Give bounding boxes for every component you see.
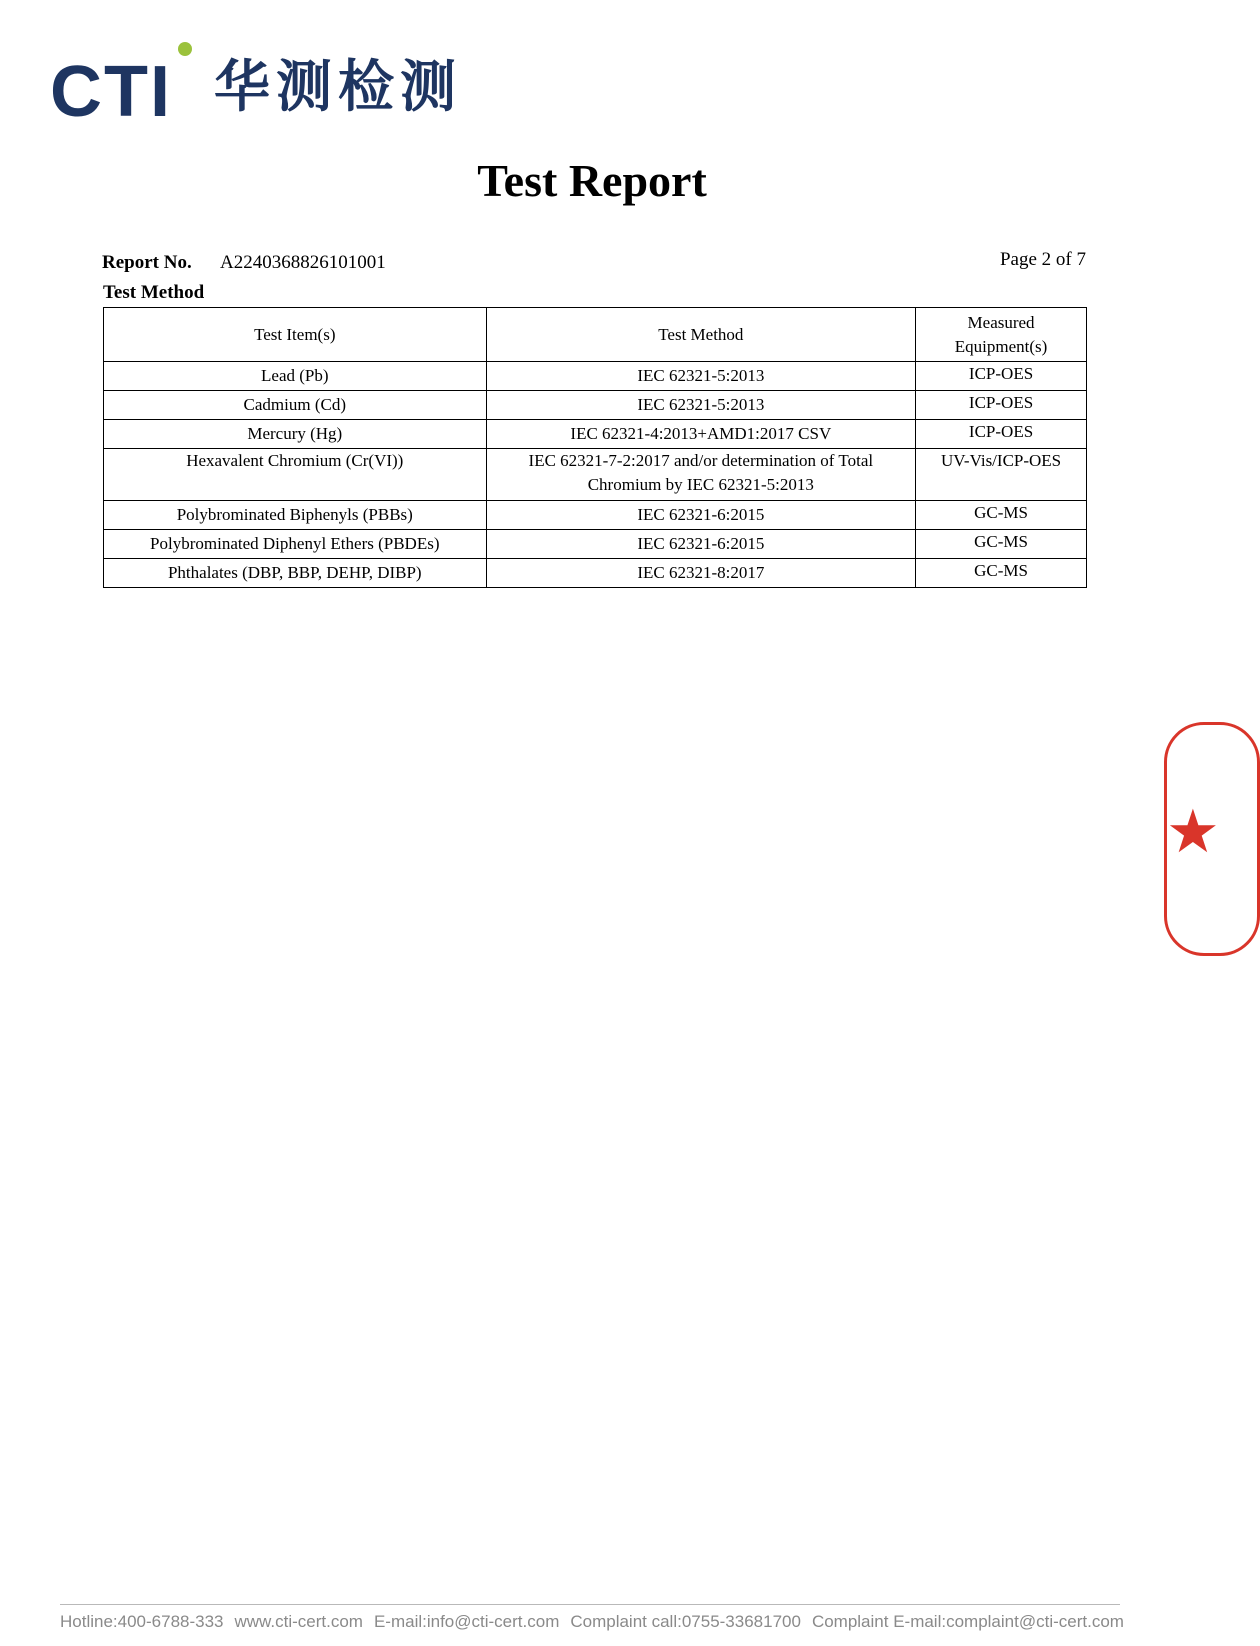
table-row <box>104 391 1087 420</box>
row-test-item: Phthalates (DBP, BBP, DEHP, DIBP) <box>104 559 487 588</box>
table-row <box>104 362 1087 391</box>
header-test-method: Test Method <box>486 308 916 362</box>
table-row <box>104 501 1087 530</box>
row-equipment: ICP-OES <box>916 420 1087 449</box>
footer-divider <box>60 1604 1120 1605</box>
row-equipment: GC-MS <box>916 501 1087 530</box>
row-test-method: IEC 62321-4:2013+AMD1:2017 CSV <box>486 420 916 449</box>
section-title: Test Method <box>103 282 205 303</box>
row-test-method: IEC 62321-6:2015 <box>486 501 916 530</box>
row-test-item: Lead (Pb) <box>104 362 487 391</box>
page-number: Page 2 of 7 <box>999 249 1086 270</box>
logo-brand-text: CTI <box>50 52 172 132</box>
header-test-items: Test Item(s) <box>104 308 487 362</box>
report-number-value: A2240368826101001 <box>220 252 386 273</box>
row-test-item: Polybrominated Biphenyls (PBBs) <box>104 501 487 530</box>
logo-chinese-name: 华测检测 <box>214 55 462 120</box>
row-equipment: UV-Vis/ICP-OES <box>916 449 1087 501</box>
header-equipment: Measured Equipment(s) <box>916 308 1087 362</box>
report-number-label: Report No. <box>102 252 192 273</box>
footer-website: www.cti-cert.com <box>234 1612 363 1631</box>
seal-star-icon: ★ <box>1166 797 1220 867</box>
footer-complaint-call: Complaint call:0755-33681700 <box>570 1612 801 1631</box>
row-equipment: ICP-OES <box>916 362 1087 391</box>
row-test-method: IEC 62321-5:2013 <box>486 391 916 420</box>
row-test-item: Mercury (Hg) <box>104 420 487 449</box>
table-row <box>104 559 1087 588</box>
footer-hotline: Hotline:400-6788-333 <box>60 1612 224 1631</box>
row-test-item: Polybrominated Diphenyl Ethers (PBDEs) <box>104 530 487 559</box>
logo-dot-icon <box>178 42 192 56</box>
row-test-method: IEC 62321-5:2013 <box>486 362 916 391</box>
table-header-row <box>104 308 1087 362</box>
row-equipment: GC-MS <box>916 559 1087 588</box>
page-title: Test Report <box>477 155 707 206</box>
footer <box>60 1612 1124 1632</box>
footer-complaint-email: Complaint E-mail:complaint@cti-cert.com <box>811 1612 1124 1631</box>
table-row <box>104 530 1087 559</box>
footer-email: E-mail:info@cti-cert.com <box>373 1612 560 1631</box>
row-test-method: IEC 62321-8:2017 <box>486 559 916 588</box>
row-equipment: ICP-OES <box>916 391 1087 420</box>
row-test-method: IEC 62321-6:2015 <box>486 530 916 559</box>
row-equipment: GC-MS <box>916 530 1087 559</box>
row-test-item: Cadmium (Cd) <box>104 391 487 420</box>
row-test-method: IEC 62321-7-2:2017 and/or determination of Total Chromium by IEC 62321-5:2013 <box>486 449 916 501</box>
table-row <box>104 449 1087 501</box>
test-method-table <box>103 307 1087 588</box>
row-test-item: Hexavalent Chromium (Cr(VI)) <box>104 449 487 501</box>
table-row <box>104 420 1087 449</box>
